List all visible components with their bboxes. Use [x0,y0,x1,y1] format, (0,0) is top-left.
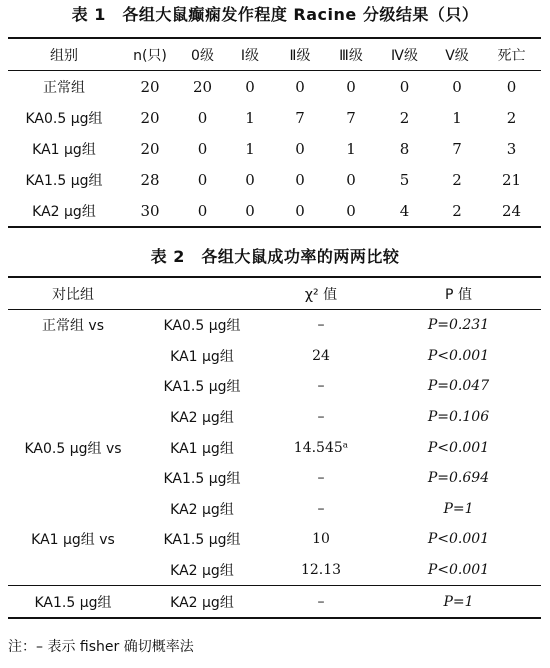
table-cell: P=0.231 [427,317,490,334]
table-cell: P=1 [443,500,474,517]
table-row [8,195,541,227]
table-cell: 0 [399,77,410,96]
col-header-n: n(只) [120,38,180,71]
table2-header-row [8,277,541,310]
table-row [8,586,541,618]
table-cell: 12.13 [300,562,342,579]
table-cell: 7 [295,108,305,127]
table-cell: 2 [506,108,517,127]
table-cell: – [317,500,325,517]
table-cell [8,402,138,433]
table-cell: – [266,586,376,618]
table-cell: 1 [245,108,255,127]
table-cell: – [317,317,325,334]
col-header-grade1: Ⅰ级 [225,38,275,71]
table-cell: P<0.001 [427,347,490,364]
table-cell [8,341,138,372]
table-cell: KA1 μg组 [170,348,234,365]
table-cell: 7 [452,139,462,158]
table-cell: P=0.694 [427,470,490,487]
table-cell: 正常组 [43,79,85,96]
table-cell: 0 [506,77,517,96]
table-row [8,494,541,525]
table-cell: 20 [192,77,213,96]
table-cell: P<0.001 [427,531,490,548]
racine-grade-table [8,37,541,228]
table-cell: 14.545ᵃ [293,439,349,456]
table-cell: P<0.001 [427,562,490,579]
col-header-grade4: Ⅳ级 [377,38,432,71]
table-cell: P=0.047 [427,378,490,395]
table-cell: KA1.5 μg组 [163,379,241,396]
col-header-comparison-target [138,277,266,310]
footnote: 注：– 表示 fisher 确切概率法 [8,639,194,655]
table-cell: 0 [346,201,356,220]
table-cell: 10 [312,531,330,548]
table-cell: 0 [245,77,255,96]
table-cell: 0 [346,170,356,189]
table-cell: 正常组 vs [41,318,105,335]
table-cell [8,494,138,525]
table1-caption: 表 1 各组大鼠癫痫发作程度 Racine 分级结果（只） [71,5,479,24]
table-row [8,102,541,133]
table-cell: 0 [245,201,255,220]
table-cell [8,463,138,494]
table-cell: 8 [399,139,410,158]
table-cell: 7 [346,108,356,127]
table-cell: 2 [452,170,462,189]
table-cell: 30 [140,201,160,220]
table-cell: 0 [346,77,356,96]
table-cell: – [317,409,325,426]
table-row [8,133,541,164]
col-header-grade0: 0级 [180,38,225,71]
table-cell: 28 [140,170,160,189]
table-cell: 0 [245,170,255,189]
table-row [8,341,541,372]
col-header-group: 组别 [8,38,120,71]
table-row [8,402,541,433]
table-row [8,371,541,402]
table-cell: P<0.001 [427,439,490,456]
table-cell: 20 [140,108,160,127]
table-cell: 2 [452,201,462,220]
table-cell: 0 [452,77,462,96]
table-cell: – [317,378,325,395]
table1-header-row [8,38,541,71]
table-cell: 5 [399,170,410,189]
table-cell: 0 [197,170,208,189]
table-cell [8,555,138,586]
table-cell: 0 [295,139,305,158]
table-cell: 0 [295,170,305,189]
table-row [8,432,541,463]
table-row [8,164,541,195]
col-header-grade2: Ⅱ级 [275,38,325,71]
table-cell: KA2 μg组 [138,586,266,618]
table-cell: 24 [501,201,522,220]
table-cell: P=1 [376,586,541,618]
table-row [8,555,541,586]
table-cell: 0 [197,201,208,220]
table-cell: KA0.5 μg组 [25,110,103,127]
table-cell: 0 [197,108,208,127]
table-cell: KA1.5 μg组 [163,471,241,488]
table-cell: 4 [399,201,410,220]
table-cell: – [317,470,325,487]
table-row [8,310,541,341]
table-cell: KA1.5 μg组 [25,172,103,189]
col-header-grade5: Ⅴ级 [432,38,482,71]
col-header-comparison: 对比组 [8,277,138,310]
table-cell: 1 [452,108,462,127]
table-cell: 0 [295,201,305,220]
table-cell: 1 [346,139,356,158]
table-cell [8,371,138,402]
table-cell: 2 [399,108,410,127]
table2-caption: 表 2 各组大鼠成功率的两两比较 [150,247,400,266]
pairwise-comparison-table [8,276,541,619]
table-cell: 20 [140,77,160,96]
table-row [8,71,541,103]
table-cell: 0 [295,77,305,96]
table-cell: KA2 μg组 [32,203,96,220]
table-cell: KA2 μg组 [170,563,234,580]
table-cell: KA1 μg组 [32,141,96,158]
col-header-grade3: Ⅲ级 [325,38,377,71]
table-cell: 21 [501,170,522,189]
table-row [8,524,541,555]
table-cell: P=0.106 [427,409,490,426]
table-row [8,463,541,494]
table-cell: KA2 μg组 [170,410,234,427]
table-cell: KA0.5 μg组 [163,318,241,335]
table-cell: 3 [506,139,517,158]
table-cell: 24 [312,347,330,364]
table-cell: 20 [140,139,160,158]
table-cell: 0 [197,139,208,158]
table-cell: KA0.5 μg组 vs [24,440,122,457]
table-cell: KA1 μg组 vs [31,532,115,549]
table-cell: KA1.5 μg组 [163,532,241,549]
col-header-p-value: P 值 [376,277,541,310]
table-cell: KA1.5 μg组 [8,586,138,618]
col-header-death: 死亡 [482,38,541,71]
table-cell: KA2 μg组 [170,501,234,518]
table-cell: KA1 μg组 [170,440,234,457]
table-cell: 1 [245,139,255,158]
col-header-chi-square: χ² 值 [266,277,376,310]
